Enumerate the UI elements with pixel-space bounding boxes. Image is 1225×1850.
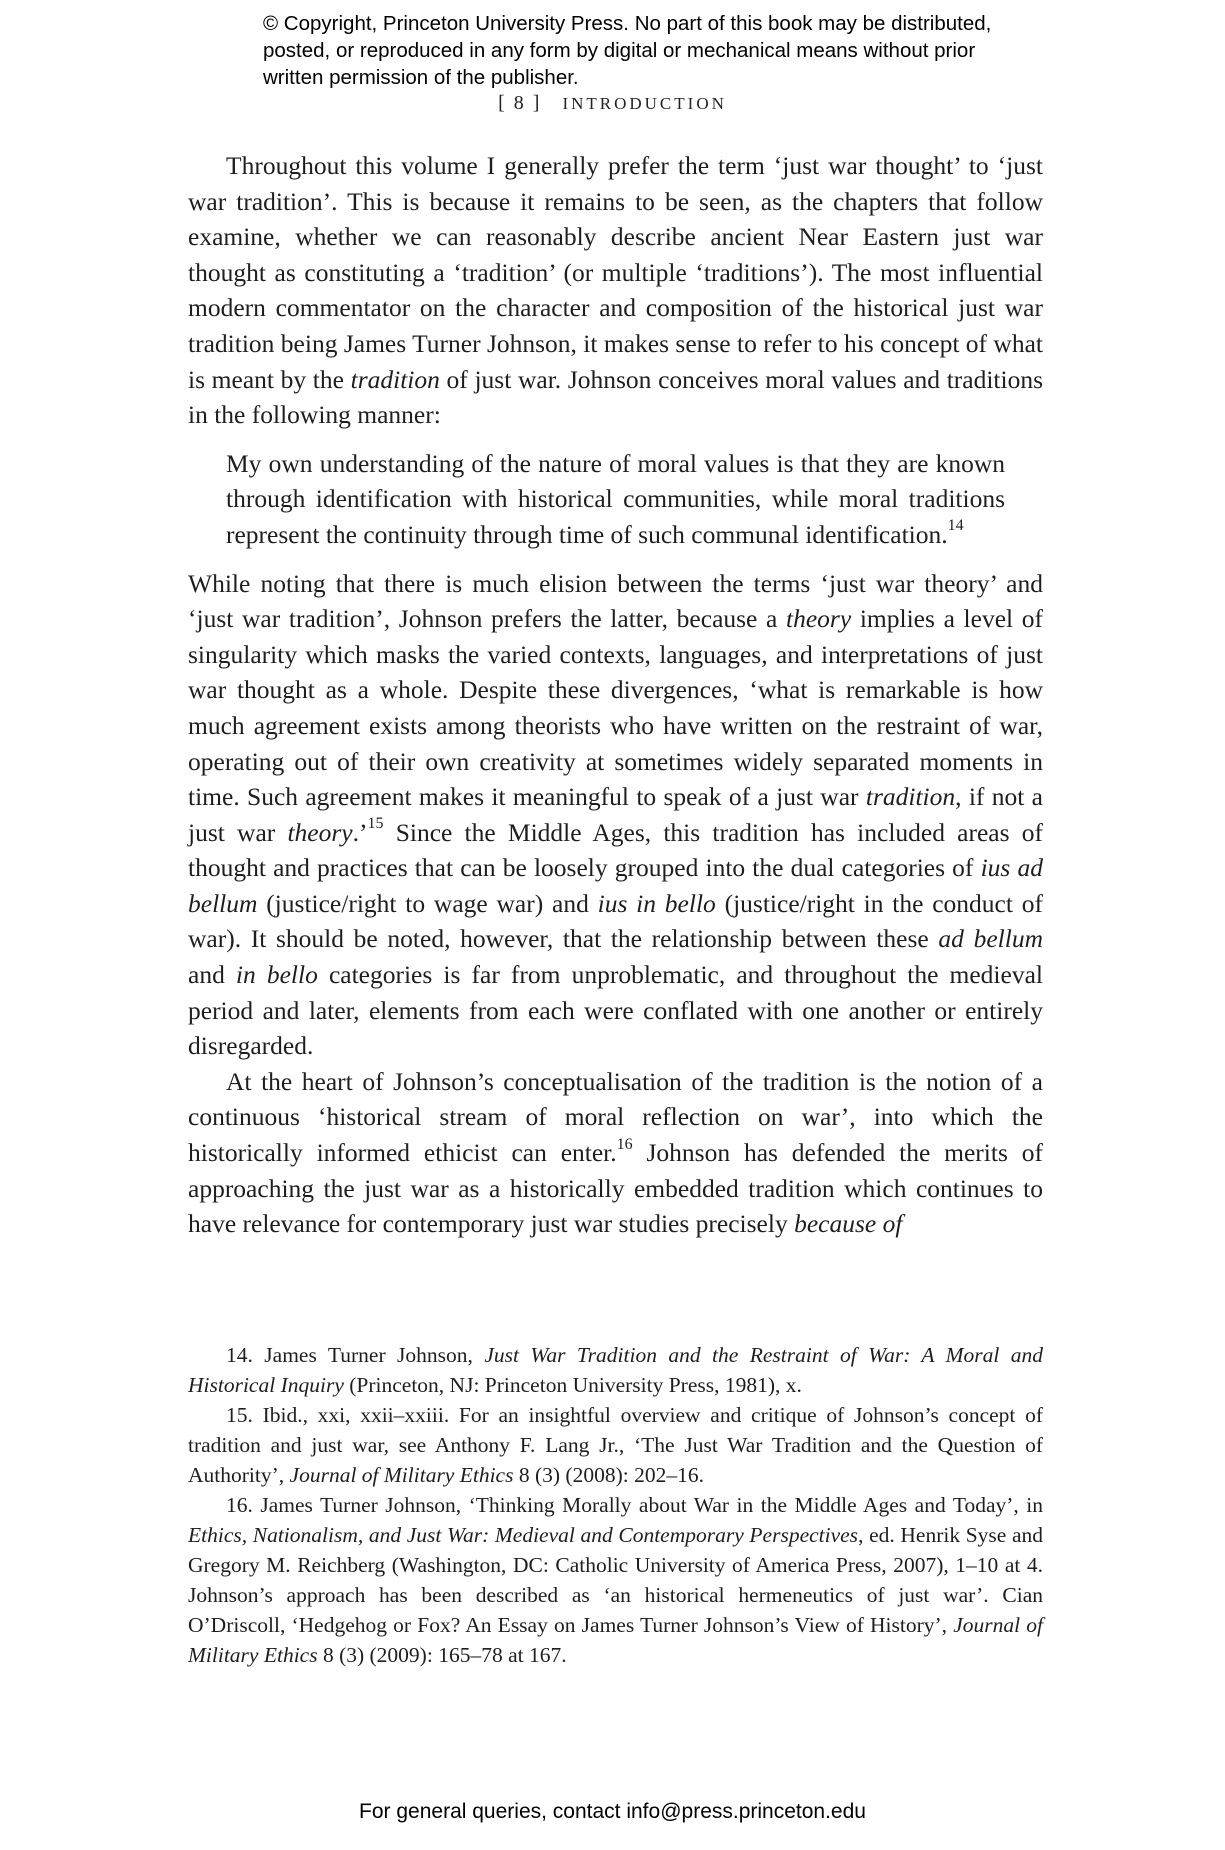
text-run: categories is far from unproblematic, and throughout the medieval period and later, elements from each were conflated with one another or entirely disregarded. [188, 960, 1043, 1061]
footer-contact: For general queries, contact info@press.princeton.edu [359, 1800, 866, 1823]
copyright-notice: © Copyright, Princeton University Press. No part of this book may be distributed, posted, or reproduced in any form by digital or mechanical means without prior written permission of the publisher. [263, 12, 992, 89]
text-run: 14. James Turner Johnson, [226, 1343, 485, 1367]
text-run: , ed. Henrik Syse and Gregory M. Reichberg (Washington, DC: Catholic University of America Press, 2007), 1–10 at 4. Johnson’s approach has been described as ‘an historical hermeneutics of just war’. Cian O’Driscoll, ‘Hedgehog or Fox? An Essay on James Turner Johnson’s View of History’, [188, 1523, 1043, 1637]
text-run: While noting that there is much elision between the terms ‘just war theory’ and ‘just war tradition’, Johnson prefers the latter, because a [188, 568, 1043, 634]
footnote-14 [188, 1340, 1043, 1400]
text-run: At the heart of Johnson’s conceptualisation of the tradition is the notion of a continuous ‘historical stream of moral reflection on war’, into which the historically informed ethicist can enter. [188, 1066, 1043, 1168]
text-run: implies a level of singularity which masks the varied contexts, languages, and interpretations of just war thought as a whole. Despite these divergences, ‘what is remarkable is how much agreement exists among theorists who have written on the restraint of war, operating out of their own creativity at sometimes widely separated moments in time. Such agreement makes it meaningful to speak of a just war [188, 604, 1043, 812]
footnote-16 [188, 1490, 1043, 1670]
emphasis: because of [794, 1209, 903, 1239]
chapter-title: INTRODUCTION [562, 94, 727, 113]
paragraph-1 [188, 148, 1043, 433]
text-run: , if not a just war [188, 782, 1043, 847]
footnote-ref-15: 15 [367, 815, 384, 833]
text-run: (Princeton, NJ: Princeton University Press, 1981), x. [343, 1373, 802, 1397]
emphasis: Journal of Military Ethics [289, 1463, 514, 1487]
text-run: Johnson has defended the merits of approaching the just war as a historically embedded tradition which continues to have relevance for contemporary just war studies precisely [188, 1138, 1043, 1239]
text-run: 16. James Turner Johnson, ‘Thinking Morally about War in the Middle Ages and Today’, in [226, 1493, 1043, 1517]
paragraph-2 [188, 566, 1043, 1064]
quote-text: My own understanding of the nature of moral values is that they are known through identification with historical communities, while moral traditions represent the continuity through time of such communal identification. [226, 448, 1005, 549]
footnote-ref-16: 16 [616, 1135, 633, 1153]
footnote-ref-14: 14 [947, 517, 964, 535]
emphasis: in bello [235, 960, 318, 990]
text-run: of just war. Johnson conceives moral values and traditions in the following manner: [188, 364, 1044, 430]
emphasis: ad bellum [938, 924, 1043, 954]
emphasis: Ethics, Nationalism, and Just War: Medieval and Contemporary Perspectives [188, 1523, 859, 1547]
text-run: Throughout this volume I generally prefer the term ‘just war thought’ to ‘just war tradition’. This is because it remains to be seen, as the chapters that follow examine, whether we can reasonably describe ancient Near Eastern just war thought as constituting a ‘tradition’ (or multiple ‘traditions’). The most influential modern commentator on the character and composition of the historical just war tradition being James Turner Johnson, it makes sense to refer to his concept of what is meant by the [188, 151, 1043, 394]
emphasis: tradition [865, 782, 956, 812]
text-run: 8 (3) (2009): 165–78 at 167. [317, 1643, 567, 1667]
body-text [188, 148, 1043, 1242]
text-run: Since the Middle Ages, this tradition has included areas of thought and practices that can be loosely grouped into the dual categories of [188, 817, 1043, 883]
page-number: [ 8 ] [498, 92, 542, 114]
text-run: and [188, 960, 236, 990]
running-head [0, 92, 1225, 115]
emphasis: theory [786, 604, 852, 634]
emphasis: ius in bello [597, 888, 716, 918]
footnote-15 [188, 1400, 1043, 1490]
text-run: 15. Ibid., xxi, xxii–xxiii. For an insightful overview and critique of Johnson’s concept of tradition and just war, see Anthony F. Lang Jr., ‘The Just War Tradition and the Question of Authority’, [188, 1403, 1043, 1487]
text-run: .’ [352, 817, 368, 847]
emphasis: Journal of Military Ethics [188, 1613, 1044, 1667]
paragraph-3 [188, 1064, 1043, 1242]
block-quote [226, 446, 1005, 553]
text-run: 8 (3) (2008): 202–16. [513, 1463, 704, 1487]
text-run: (justice/right to wage war) and [257, 888, 598, 918]
footnotes [188, 1340, 1043, 1670]
emphasis: ius ad bellum [188, 853, 1043, 918]
emphasis: tradition [350, 364, 440, 394]
emphasis: Just War Tradition and the Restraint of War: A Moral and Historical Inquiry [188, 1343, 1043, 1397]
text-run: (justice/right in the conduct of war). It should be noted, however, that the relationship between these [188, 888, 1043, 954]
emphasis: theory [287, 817, 353, 847]
